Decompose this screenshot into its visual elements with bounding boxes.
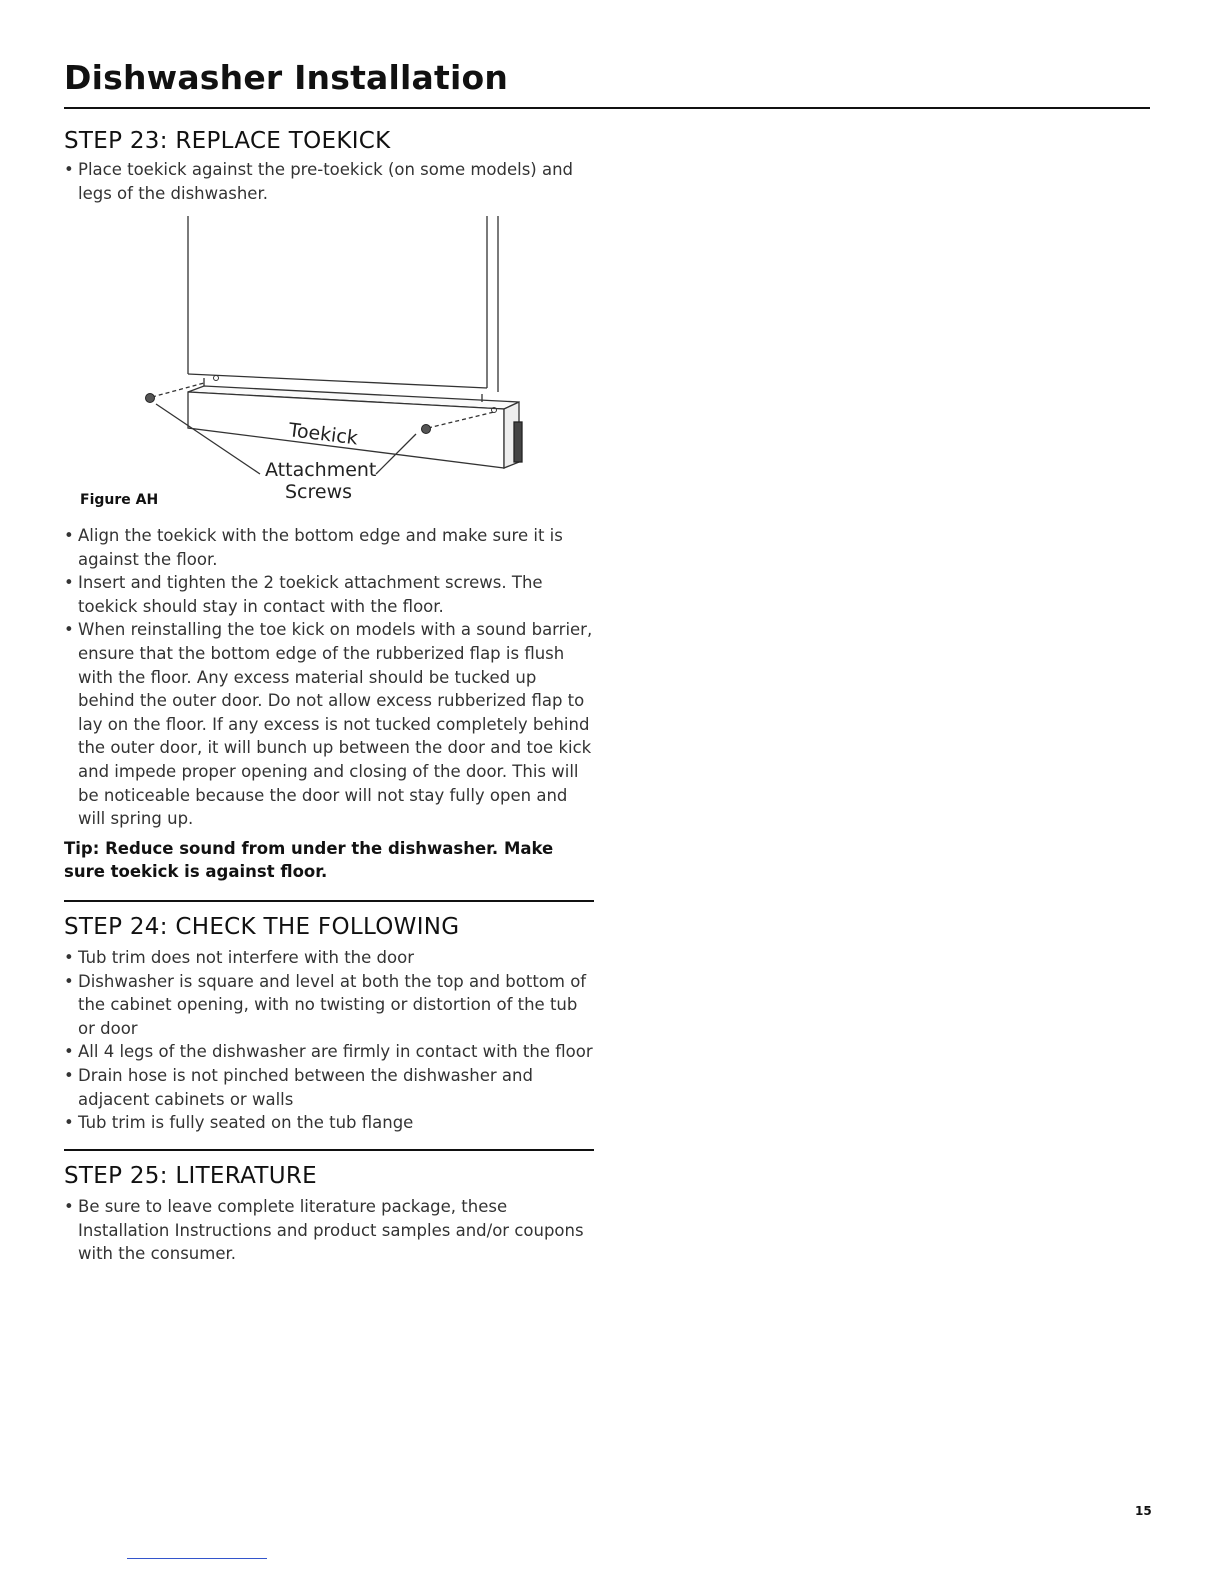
list-item: • Tub trim does not interfere with the door	[64, 946, 594, 970]
attachment-callout: Attachment	[265, 459, 377, 481]
list-item: • When reinstalling the toe kick on models with a sound barrier, ensure that the bottom edge of the rubberized flap is flush with the floor. Any excess material should be tucked up behind the outer door. Do not allow excess rubberized flap to lay on the floor. If any excess is not tucked completely behind the outer door, it will bunch up between the door and toe kick and impede proper opening and closing of the door. This will be noticeable because the door will not stay fully open and will spring up.	[64, 618, 594, 830]
screw-left-icon	[146, 394, 155, 403]
screw-right-icon	[422, 425, 431, 434]
tip-text: Tip: Reduce sound from under the dishwasher. Make sure toekick is against floor.	[64, 838, 554, 882]
step-25-section	[64, 1163, 594, 1266]
list-item: • Dishwasher is square and level at both the top and bottom of the cabinet opening, with no twisting or distortion of the tub or door	[64, 970, 594, 1041]
section-divider	[64, 900, 594, 902]
step-25-bullets	[64, 1195, 594, 1266]
step-23-bullets	[64, 524, 594, 831]
step-23-section	[64, 128, 594, 205]
step-23-body	[64, 524, 594, 884]
list-item: • Tub trim is fully seated on the tub flange	[64, 1111, 594, 1135]
step-23-heading: STEP 23: REPLACE TOEKICK	[64, 128, 391, 154]
step-24-heading: STEP 24: CHECK THE FOLLOWING	[64, 914, 460, 940]
list-item: • Insert and tighten the 2 toekick attachment screws. The toekick should stay in contact with the floor.	[64, 571, 594, 618]
step-25-heading: STEP 25: LITERATURE	[64, 1163, 317, 1189]
figure-ah	[64, 216, 544, 516]
toekick-diagram	[64, 216, 544, 516]
list-item: • Align the toekick with the bottom edge and make sure it is against the floor.	[64, 524, 594, 571]
footer-link-underline	[127, 1558, 267, 1559]
page-title: Dishwasher Installation	[64, 58, 509, 97]
list-item: • Be sure to leave complete literature package, these Installation Instructions and product samples and/or coupons with the consumer.	[64, 1195, 594, 1266]
step-23-intro: • Place toekick against the pre-toekick (on some models) and legs of the dishwasher.	[64, 158, 594, 205]
title-divider	[64, 107, 1150, 109]
toekick-callout: Toekick	[287, 419, 359, 450]
figure-label: Figure AH	[80, 492, 159, 508]
list-item: • All 4 legs of the dishwasher are firmly in contact with the floor	[64, 1040, 594, 1064]
list-item: • Drain hose is not pinched between the dishwasher and adjacent cabinets or walls	[64, 1064, 594, 1111]
step-24-section	[64, 914, 594, 1135]
step-23-intro-list	[64, 158, 594, 205]
section-divider	[64, 1149, 594, 1151]
page-number: 15	[1135, 1504, 1152, 1518]
screws-callout: Screws	[285, 481, 353, 503]
step-24-bullets	[64, 946, 594, 1135]
